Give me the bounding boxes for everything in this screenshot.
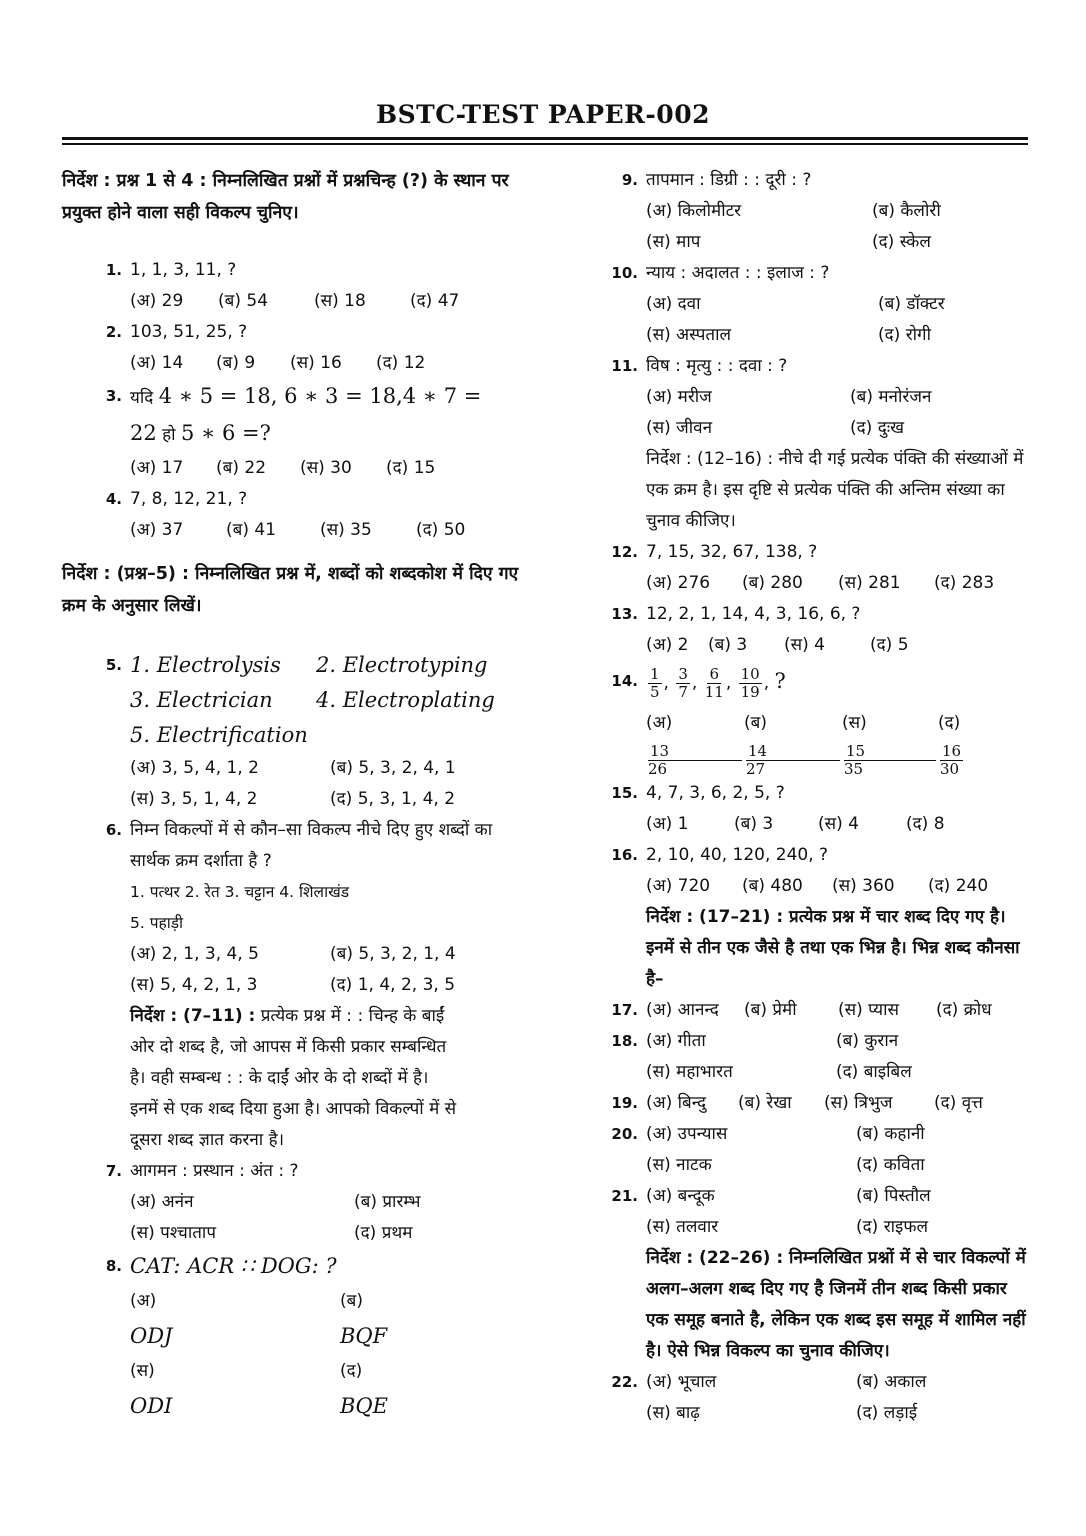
question-15: 15. 4, 7, 3, 6, 2, 5, ? (अ) 1 (ब) 3 (स) 4 (द) 8 <box>611 783 945 834</box>
question-text: 7, 8, 12, 21, ? <box>130 489 248 509</box>
right-column <box>606 165 1030 1429</box>
question-11: 11. विष : मृत्यु : : दवा : ? (अ) मरीज (ब) मनोरंजन (स) जीवन (द) दुःख <box>611 356 932 438</box>
direction-17-21: निर्देश : (17–21) : प्रत्येक प्रश्न में चार शब्द दिए गए है। इनमें से तीन एक जैसे है तथा एक भिन्न है। भिन्न शब्द कौनसा है– <box>646 907 1020 989</box>
question-5: 5. 1. Electrolysis 2. Electrotyping 3. Electrician 4. Electroplating 5. Electrification (अ) 3, 5, 4, 1, 2 (ब) 5, 3, 2, 4, 1 (स) 3, 5, 1, 4, 2 (द) 5, 3, 1, 4, 2 <box>105 653 495 809</box>
question-10: 10. न्याय : अदालत : : इलाज : ? (अ) दवा (ब) डॉक्टर (स) अस्पताल (द) रोगी <box>611 263 945 345</box>
question-17: 17. (अ) आनन्द (ब) प्रेमी (स) प्यास (द) क्रोध <box>611 1000 992 1020</box>
question-text: आगमन : प्रस्थान : अंत : ? <box>130 1161 299 1181</box>
question-16: 16. 2, 10, 40, 120, 240, ? (अ) 720 (ब) 480 (स) 360 (द) 240 <box>611 845 989 896</box>
question-9: 9. तापमान : डिग्री : : दूरी : ? (अ) किलोमीटर (ब) कैलोरी (स) माप (द) स्केल <box>621 170 941 252</box>
direction-5: निर्देश : (प्रश्न–5) : निम्नलिखित प्रश्न में, शब्दों को शब्दकोश में दिए गए क्रम के अनुसार लिखें। <box>62 564 519 616</box>
question-21: 21. (अ) बन्दूक (ब) पिस्तौल (स) तलवार (द) राइफल <box>611 1186 931 1237</box>
direction-22-26: निर्देश : (22–26) : निम्नलिखित प्रश्नों में से चार विकल्पों में अलग–अलग शब्द दिए गए है जिनमें तीन शब्द किसी प्रकार एक समूह बनाते है, लेकिन एक शब्द इस समूह में शामिल नहीं है। ऐसे भिन्न विकल्प का चुनाव कीजिए। <box>646 1248 1026 1361</box>
options-row: (अ) 17 (ब) 22 (स) 30 (द) 15 <box>130 458 436 478</box>
question-22: 22. (अ) भूचाल (ब) अकाल (स) बाढ़ (द) लड़ाई <box>611 1372 927 1423</box>
title-rule-thin <box>62 143 1028 145</box>
question-4: 4. 7, 8, 12, 21, ? (अ) 37 (ब) 41 (स) 35 (द) 50 <box>62 484 520 546</box>
direction-7-11: निर्देश : (7–11) : प्रत्येक प्रश्न में : : चिन्ह के बाईं ओर दो शब्द है, जो आपस में किसी प्रकार सम्बन्धित है। वही सम्बन्ध : : के दाईं ओर के दो शब्दों में है। इनमें से एक शब्द दिया हुआ है। आपको विकल्पों में से दूसरा शब्द ज्ञात करना है। <box>130 1006 457 1150</box>
question-text: 1, 1, 3, 11, ? <box>130 260 237 280</box>
direction-12-16: निर्देश : (12–16) : नीचे दी गई प्रत्येक पंक्ति की संख्याओं में एक क्रम है। इस दृष्टि से प्रत्येक पंक्ति की अन्तिम संख्या का चुनाव कीजिए। <box>646 449 1024 531</box>
question-14: 14. $\frac{1}{5}$ , $\frac{3}{7}$ , $\frac{6}{11}$ , $\frac{10}{19}$ , ? (अ) 13 26 (ब) 14 27 (स) 15 35 (द) 16 30 <box>611 664 962 778</box>
question-1: 1. 1, 1, 3, 11, ? (अ) 29 (ब) 54 (स) 18 (द) 47 <box>62 255 520 317</box>
question-8: 8. CAT: ACR ∷ DOG: ? (अ) ODJ (ब) BQF (स) ODI (द) BQE <box>62 1249 520 1424</box>
question-6: 6. निम्न विकल्पों में से कौन–सा विकल्प नीचे दिए हुए शब्दों का सार्थक क्रम दर्शाता है ? 1. पत्थर 2. रेत 3. चट्टान 4. शिलाखंड 5. पहाड़ी (अ) 2, 1, 3, 4, 5 (ब) 5, 3, 2, 1, 4 (स) 5, 4, 2, 1, 3 (द) 1, 4, 2, 3, 5 <box>62 815 520 1001</box>
question-3: 3. यदि 4 ∗ 5 = 18, 6 ∗ 3 = 18,4 ∗ 7 = 22 हो 5 ∗ 6 =? (अ) 17 (ब) 22 (स) 30 (द) 15 <box>62 379 520 484</box>
options-row: (अ) 37 (ब) 41 (स) 35 (द) 50 <box>130 520 466 540</box>
question-18: 18. (अ) गीता (ब) कुरान (स) महाभारत (द) बाइबिल <box>611 1031 912 1082</box>
title-rule-thick <box>62 137 1028 140</box>
question-text: यदि 4 ∗ 5 = 18, 6 ∗ 3 = 18,4 ∗ 7 = <box>130 384 482 408</box>
question-7: 7. आगमन : प्रस्थान : अंत : ? (अ) अनंन (ब) प्रारम्भ (स) पश्चाताप (द) प्रथम <box>62 1156 520 1249</box>
page-title: BSTC-TEST PAPER-002 <box>375 100 710 129</box>
question-text: CAT: ACR ∷ DOG: ? <box>130 1254 337 1278</box>
options-row: (अ) 14 (ब) 9 (स) 16 (द) 12 <box>130 353 426 373</box>
question-text: 103, 51, 25, ? <box>130 322 248 342</box>
question-2: 2. 103, 51, 25, ? (अ) 14 (ब) 9 (स) 16 (द) 12 <box>62 317 520 379</box>
question-19: 19. (अ) बिन्दु (ब) रेखा (स) त्रिभुज (द) वृत्त <box>611 1093 983 1113</box>
direction-1-4: निर्देश : प्रश्न 1 से 4 : निम्नलिखित प्रश्नों में प्रश्नचिन्ह (?) के स्थान पर प्रयुक्त होने वाला सही विकल्प चुनिए। <box>62 171 509 223</box>
question-text: निम्न विकल्पों में से कौन–सा विकल्प नीचे दिए हुए शब्दों का सार्थक क्रम दर्शाता है ? <box>130 820 493 871</box>
question-12: 12. 7, 15, 32, 67, 138, ? (अ) 276 (ब) 280 (स) 281 (द) 283 <box>611 542 995 593</box>
question-20: 20. (अ) उपन्यास (ब) कहानी (स) नाटक (द) कविता <box>611 1124 925 1175</box>
left-column <box>62 165 520 1424</box>
options-row: (अ) 29 (ब) 54 (स) 18 (द) 47 <box>130 291 460 311</box>
question-13: 13. 12, 2, 1, 14, 4, 3, 16, 6, ? (अ) 2 (ब) 3 (स) 4 (द) 5 <box>611 604 909 655</box>
